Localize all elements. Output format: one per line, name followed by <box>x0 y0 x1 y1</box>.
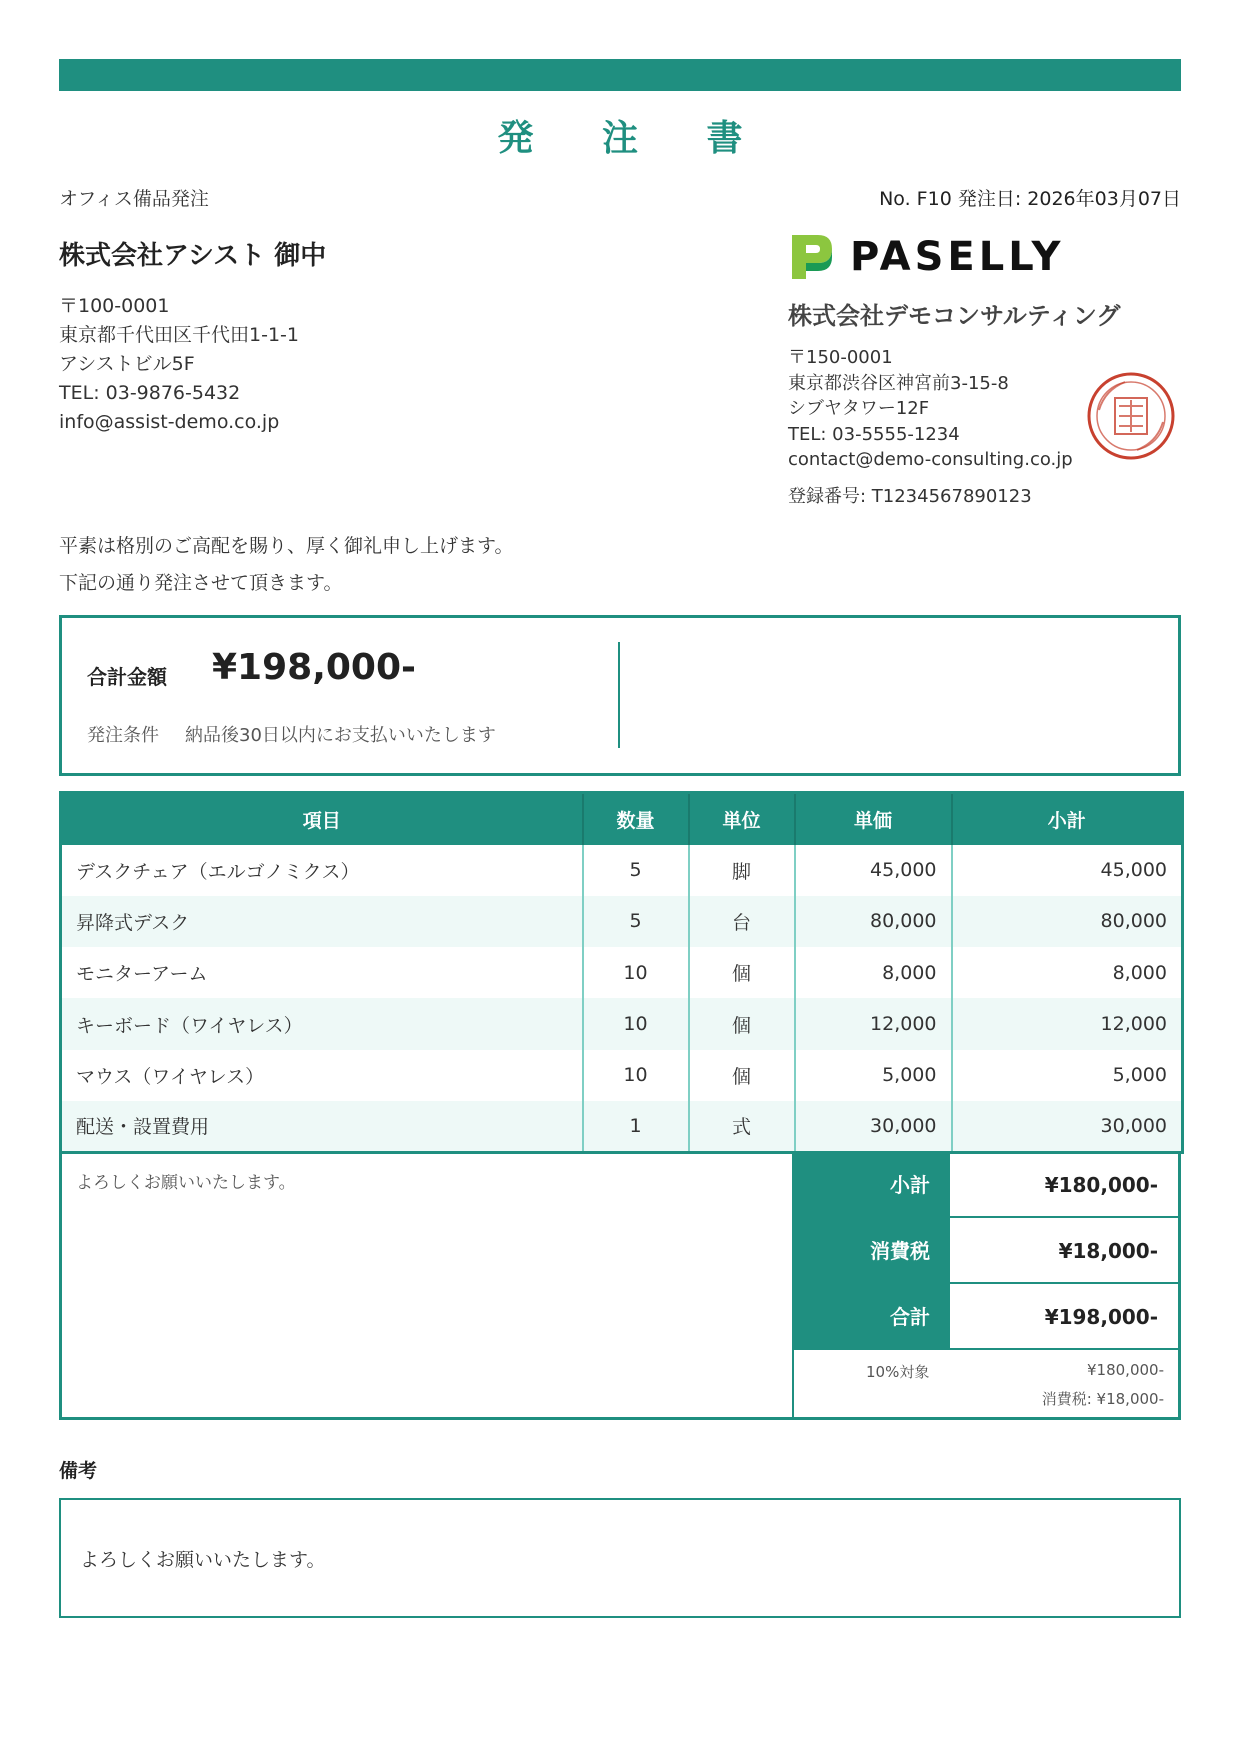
total-amount-box <box>59 615 1181 776</box>
item-quantity: 10 <box>583 1050 689 1101</box>
remarks-text: よろしくお願いいたします。 <box>80 1549 326 1571</box>
item-quantity: 5 <box>583 896 689 947</box>
issuer-address-block <box>788 345 1073 473</box>
item-unit-price: 45,000 <box>795 845 952 896</box>
issuer-email: contact@demo-consulting.co.jp <box>788 449 1073 470</box>
item-subtotal: 45,000 <box>1100 859 1167 882</box>
greeting-text <box>59 528 513 602</box>
table-row <box>61 1050 1183 1101</box>
header-item: 項目 <box>61 793 583 845</box>
client-tel: TEL: 03-9876-5432 <box>59 382 241 404</box>
document-title: 発 注 書 <box>497 118 771 159</box>
company-seal-stamp <box>1085 370 1177 462</box>
table-row <box>61 896 1183 947</box>
issuer-address-line1: 東京都渋谷区神宮前3-15-8 <box>788 372 1009 394</box>
item-unit: 脚 <box>689 845 795 896</box>
client-postal: 〒100-0001 <box>59 295 170 317</box>
greeting-line1: 平素は格別のご高配を賜り、厚く御礼申し上げます。 <box>59 535 514 557</box>
order-condition-value: 納品後30日以内にお支払いいたします <box>185 725 496 746</box>
header-subtotal: 小計 <box>952 793 1183 845</box>
issuer-tel: TEL: 03-5555-1234 <box>788 423 960 445</box>
item-name: マウス（ワイヤレス） <box>61 1050 583 1101</box>
item-unit: 個 <box>689 998 795 1049</box>
items-table <box>59 791 1184 1154</box>
item-unit: 台 <box>689 896 795 947</box>
header-unit-price: 単価 <box>795 793 952 845</box>
item-unit-price: 5,000 <box>795 1050 952 1101</box>
item-name: キーボード（ワイヤレス） <box>61 998 583 1049</box>
order-date: 発注日: 2026年03月07日 <box>957 188 1181 210</box>
total-amount-value: ¥198,000- <box>212 647 416 688</box>
client-name: 株式会社アシスト 御中 <box>59 241 327 271</box>
item-unit-price: 12,000 <box>795 998 952 1049</box>
summary-tax-label: 消費税 <box>870 1239 930 1263</box>
tax-rate-label: 10%対象 <box>866 1363 930 1381</box>
client-address-block <box>59 292 299 437</box>
table-row <box>61 1101 1183 1152</box>
issuer-registration-number: 登録番号: T1234567890123 <box>788 486 1032 507</box>
issuer-name: 株式会社デモコンサルティング <box>788 302 1121 330</box>
summary-subtotal-value: ¥180,000- <box>950 1152 1178 1218</box>
remarks-title: 備考 <box>59 1460 98 1482</box>
item-unit: 個 <box>689 947 795 998</box>
logo-wordmark: PASELLY <box>850 234 1065 280</box>
summary-total-label: 合計 <box>890 1305 930 1329</box>
client-address-line1: 東京都千代田区千代田1-1-1 <box>59 324 299 346</box>
item-quantity: 10 <box>583 998 689 1049</box>
header-accent-bar <box>59 59 1181 91</box>
logo-mark-icon <box>788 231 836 283</box>
greeting-line2: 下記の通り発注させて頂きます。 <box>59 572 343 594</box>
item-subtotal: 80,000 <box>952 896 1183 947</box>
order-condition-label: 発注条件 <box>87 725 159 746</box>
table-row <box>61 947 1183 998</box>
item-unit: 式 <box>689 1101 795 1152</box>
item-quantity: 5 <box>583 845 689 896</box>
summary-total-value: ¥198,000- <box>950 1284 1178 1350</box>
item-subtotal: 5,000 <box>1112 1064 1167 1087</box>
total-amount-label: 合計金額 <box>87 665 167 689</box>
summary-subtotal-label: 小計 <box>890 1173 930 1197</box>
item-name: 昇降式デスク <box>61 896 583 947</box>
header-quantity: 数量 <box>583 793 689 845</box>
document-subject: オフィス備品発注 <box>59 188 209 210</box>
table-row <box>61 845 1183 896</box>
item-unit: 個 <box>689 1050 795 1101</box>
items-header-row <box>61 793 1183 845</box>
client-email: info@assist-demo.co.jp <box>59 411 280 433</box>
item-quantity: 10 <box>583 947 689 998</box>
item-name: 配送・設置費用 <box>61 1101 583 1152</box>
tax-rate-base: ¥180,000- <box>1087 1361 1164 1379</box>
item-quantity: 1 <box>583 1101 689 1152</box>
summary-tax-value: ¥18,000- <box>950 1218 1178 1284</box>
table-row <box>61 998 1183 1049</box>
item-subtotal: 30,000 <box>952 1101 1183 1152</box>
item-unit-price: 80,000 <box>795 896 952 947</box>
document-number: No. F10 <box>879 188 952 210</box>
document-meta <box>879 184 1181 211</box>
item-name: デスクチェア（エルゴノミクス） <box>61 845 583 896</box>
item-unit-price: 30,000 <box>795 1101 952 1152</box>
item-subtotal: 12,000 <box>952 998 1183 1049</box>
item-unit-price: 8,000 <box>795 947 952 998</box>
company-logo <box>788 231 1064 283</box>
issuer-postal: 〒150-0001 <box>788 347 893 368</box>
header-unit: 単位 <box>689 793 795 845</box>
item-name: モニターアーム <box>61 947 583 998</box>
client-address-line2: アシストビル5F <box>59 353 195 375</box>
issuer-address-line2: シブヤタワー12F <box>788 398 930 419</box>
item-subtotal: 8,000 <box>1112 961 1167 984</box>
total-box-divider <box>618 642 620 748</box>
tax-rate-tax: 消費税: ¥18,000- <box>1041 1390 1164 1408</box>
summary-note: よろしくお願いいたします。 <box>76 1173 296 1193</box>
